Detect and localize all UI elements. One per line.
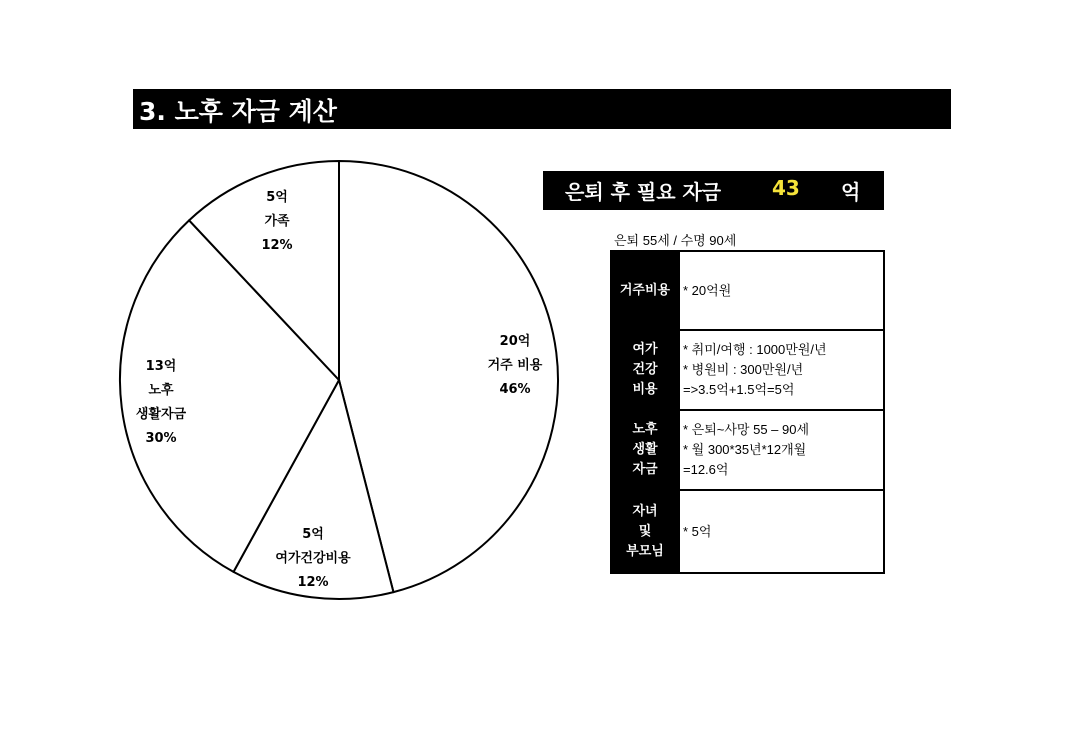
pie-label-housing: [435, 330, 595, 402]
pie-label-living-name-1: 노후: [148, 383, 174, 398]
required-funds-value: 43: [772, 176, 800, 200]
row-detail-leisure: [679, 330, 884, 410]
detail-line: =12.6억: [683, 462, 729, 477]
row-header-text: 자금: [632, 462, 658, 477]
row-header-living: [611, 410, 679, 490]
required-funds-label: 은퇴 후 필요 자금: [565, 180, 722, 204]
detail-line: * 병원비 : 300만원/년: [683, 362, 804, 377]
pie-label-leisure-percent: 12%: [297, 575, 329, 590]
row-header-text: 생활: [632, 442, 658, 457]
detail-line: * 5억: [683, 523, 712, 539]
pie-label-family-name: 가족: [264, 214, 290, 229]
pie-label-family-amount: 5억: [266, 190, 288, 205]
row-header-text: 및: [638, 523, 652, 539]
pie-label-living-percent: 30%: [145, 431, 177, 446]
table-row: [611, 330, 884, 410]
row-header-housing: [611, 251, 679, 330]
assumptions-text: 은퇴 55세 / 수명 90세: [614, 233, 737, 248]
pie-label-leisure-amount: 5억: [302, 527, 324, 542]
row-header-text: 노후: [632, 422, 658, 437]
row-detail-housing: [679, 251, 884, 330]
required-funds-bar: [543, 171, 884, 210]
detail-line: * 은퇴~사망 55 – 90세: [683, 422, 810, 437]
row-header-text: 자녀: [632, 503, 658, 519]
pie-label-leisure-name: 여가건강비용: [275, 551, 351, 566]
pie-label-living-amount: 13억: [145, 359, 177, 374]
row-header-leisure: [611, 330, 679, 410]
required-funds-unit: 억: [841, 180, 861, 204]
row-header-text: 거주비용: [619, 282, 671, 298]
cost-breakdown-table: [610, 250, 885, 574]
detail-line: =>3.5억+1.5억=5억: [683, 382, 795, 397]
row-header-text: 건강: [632, 362, 658, 377]
table-row: [611, 410, 884, 490]
row-detail-family: [679, 490, 884, 573]
table-row: [611, 490, 884, 573]
row-header-text: 비용: [632, 382, 658, 397]
pie-label-living-name-2: 생활자금: [135, 407, 187, 422]
pie-label-leisure: [233, 523, 393, 595]
detail-line: * 월 300*35년*12개월: [683, 442, 807, 457]
row-header-text: 부모님: [626, 543, 664, 559]
row-header-text: 여가: [632, 342, 658, 357]
pie-label-housing-name: 거주 비용: [487, 358, 543, 373]
pie-label-housing-amount: 20억: [499, 334, 531, 349]
pie-label-family: [197, 186, 357, 258]
pie-label-living: [81, 355, 241, 451]
detail-line: * 취미/여행 : 1000만원/년: [683, 342, 827, 357]
table-row: [611, 251, 884, 330]
detail-line: * 20억원: [683, 282, 732, 298]
row-header-family: [611, 490, 679, 573]
pie-label-housing-percent: 46%: [499, 382, 531, 397]
pie-label-family-percent: 12%: [261, 238, 293, 253]
section-title: 3. 노후 자금 계산: [139, 97, 337, 126]
row-detail-living: [679, 410, 884, 490]
